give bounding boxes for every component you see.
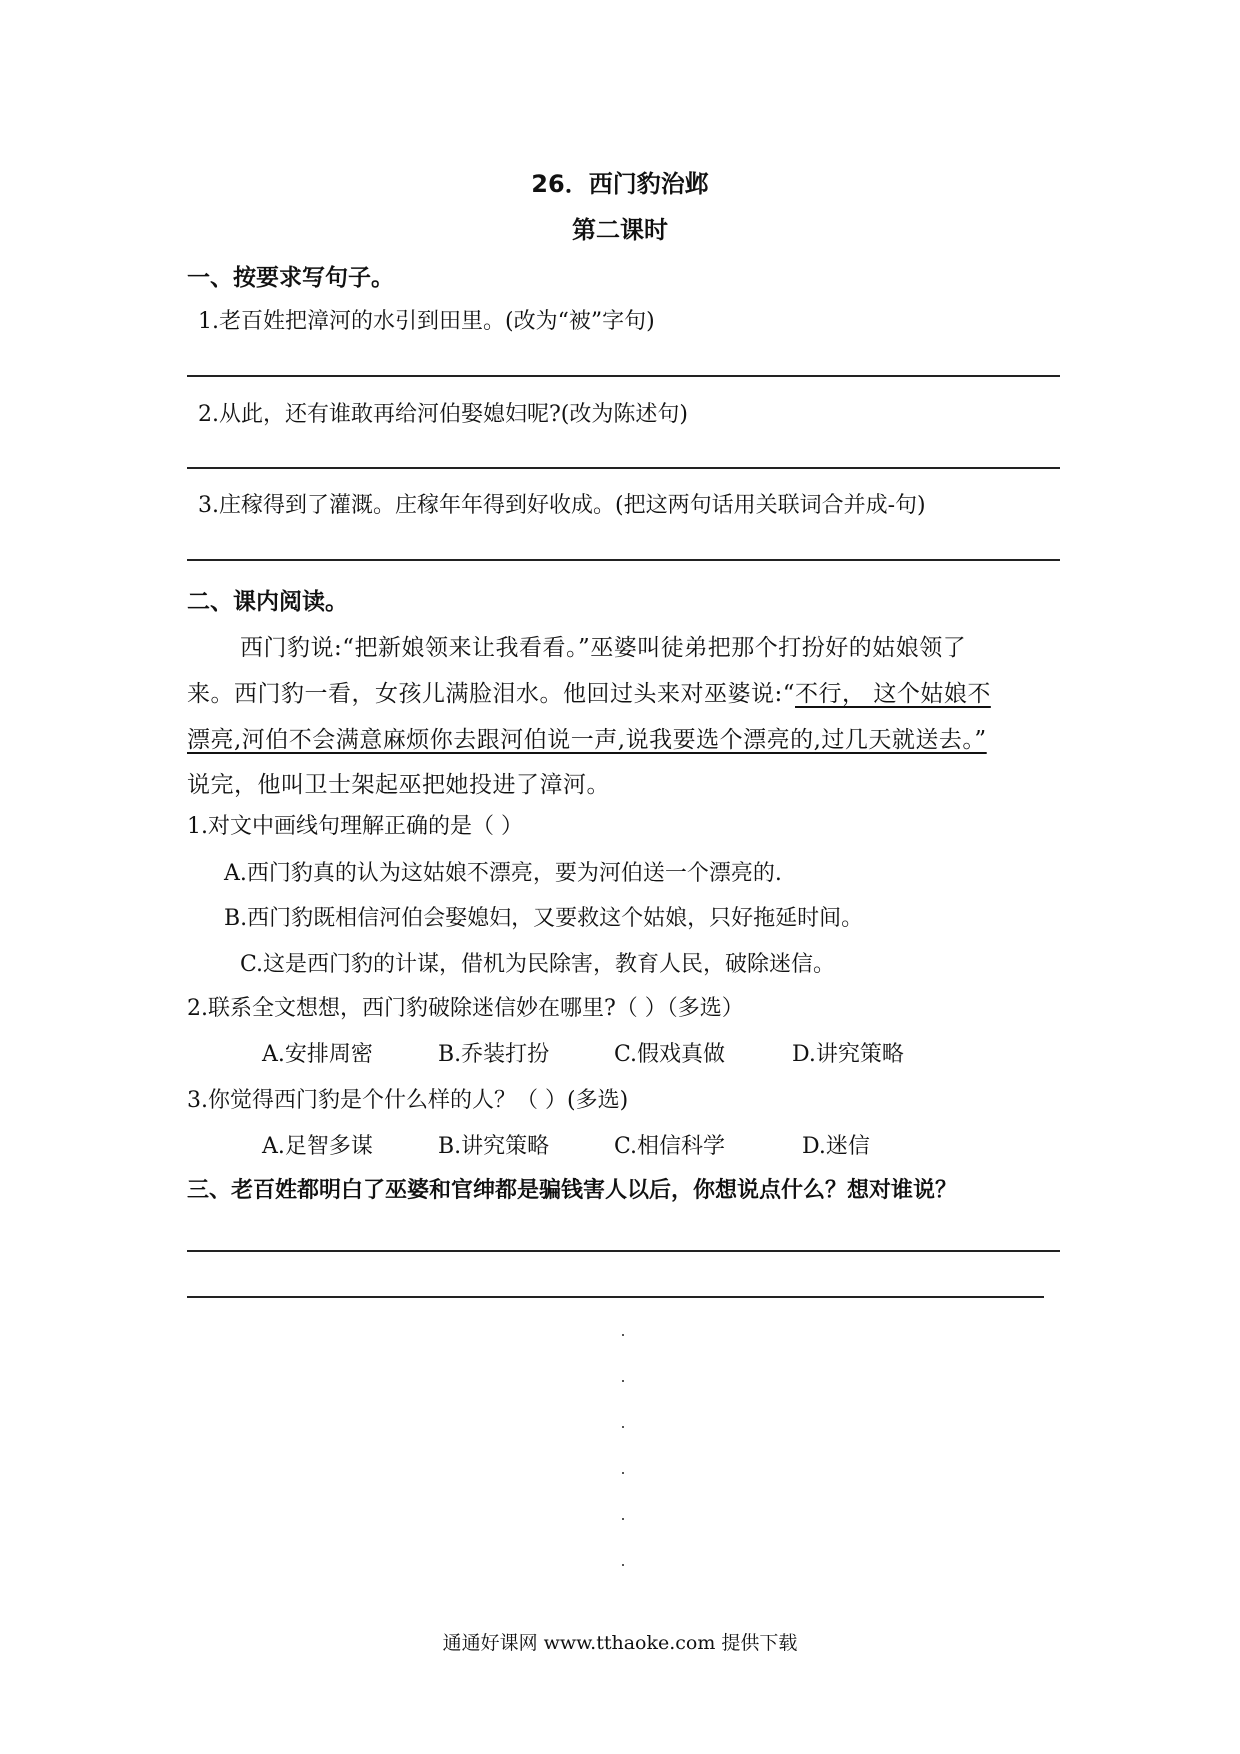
- q2-option-d: D.讲究策略: [792, 1042, 904, 1067]
- q3-option-d: D.迷信: [802, 1134, 870, 1159]
- footer-credit: 通通好课网 www.tthaoke.com 提供下载: [442, 1632, 798, 1654]
- passage-line-2: [187, 675, 991, 708]
- scan-dot: [622, 1380, 624, 1382]
- q1-option-c: C.这是西门豹的计谋，借机为民除害，教育人民，破除迷信。: [240, 952, 836, 977]
- section-1-question-1: 1.老百姓把漳河的水引到田里。(改为“被”字句): [198, 309, 655, 334]
- answer-line-2[interactable]: [187, 467, 1060, 469]
- section-2-heading: 二、课内阅读。: [187, 589, 348, 615]
- underlined-sentence-start: 不行， 这个姑娘不: [795, 681, 991, 707]
- q2-option-b: B.乔装打扮: [438, 1042, 550, 1067]
- reading-question-3: 3.你觉得西门豹是个什么样的人？（ ）(多选): [187, 1088, 629, 1113]
- q3-option-c: C.相信科学: [614, 1134, 726, 1159]
- page-subtitle: 第二课时: [572, 216, 668, 244]
- q3-option-a: A.足智多谋: [262, 1134, 373, 1159]
- section-1-question-2: 2.从此，还有谁敢再给河伯娶媳妇呢?(改为陈述句): [198, 402, 688, 427]
- answer-line-5[interactable]: [187, 1296, 1044, 1298]
- answer-line-1[interactable]: [187, 375, 1060, 377]
- reading-question-2: 2.联系全文想想，西门豹破除迷信妙在哪里?（ ）（多选）: [187, 996, 744, 1021]
- passage-line-2-text: 来。西门豹一看，女孩儿满脸泪水。他回过头来对巫婆说:“: [187, 681, 796, 707]
- q1-option-a: A.西门豹真的认为这姑娘不漂亮，要为河伯送一个漂亮的.: [224, 861, 782, 886]
- q1-option-b: B.西门豹既相信河伯会娶媳妇，又要救这个姑娘，只好拖延时间。: [224, 906, 864, 931]
- q2-option-c: C.假戏真做: [614, 1042, 726, 1067]
- section-3-heading: 三、老百姓都明白了巫婆和官绅都是骗钱害人以后，你想说点什么？想对谁说？: [187, 1178, 958, 1203]
- scan-dot: [622, 1472, 624, 1474]
- passage-line-1: 西门豹说:“把新娘领来让我看看。”巫婆叫徒弟把那个打扮好的姑娘领了: [240, 635, 967, 661]
- underlined-sentence-end: 漂亮,河伯不会满意麻烦你去跟河伯说一声,说我要选个漂亮的,过几天就送去。”: [187, 727, 987, 753]
- q3-option-b: B.讲究策略: [438, 1134, 550, 1159]
- q2-option-a: A.安排周密: [262, 1042, 373, 1067]
- section-1-question-3: 3.庄稼得到了灌溉。庄稼年年得到好收成。(把这两句话用关联词合并成-句): [198, 493, 926, 518]
- page-title: 26．西门豹治邺: [531, 170, 709, 198]
- scan-dot: [622, 1334, 624, 1336]
- scan-dot: [622, 1564, 624, 1566]
- section-1-heading: 一、按要求写句子。: [187, 265, 394, 291]
- reading-question-1: 1.对文中画线句理解正确的是（ ）: [187, 814, 523, 839]
- scan-dot: [622, 1518, 624, 1520]
- answer-line-4[interactable]: [187, 1250, 1060, 1252]
- scan-dot: [622, 1426, 624, 1428]
- answer-line-3[interactable]: [187, 559, 1060, 561]
- passage-line-4: 说完，他叫卫士架起巫把她投进了漳河。: [187, 772, 610, 798]
